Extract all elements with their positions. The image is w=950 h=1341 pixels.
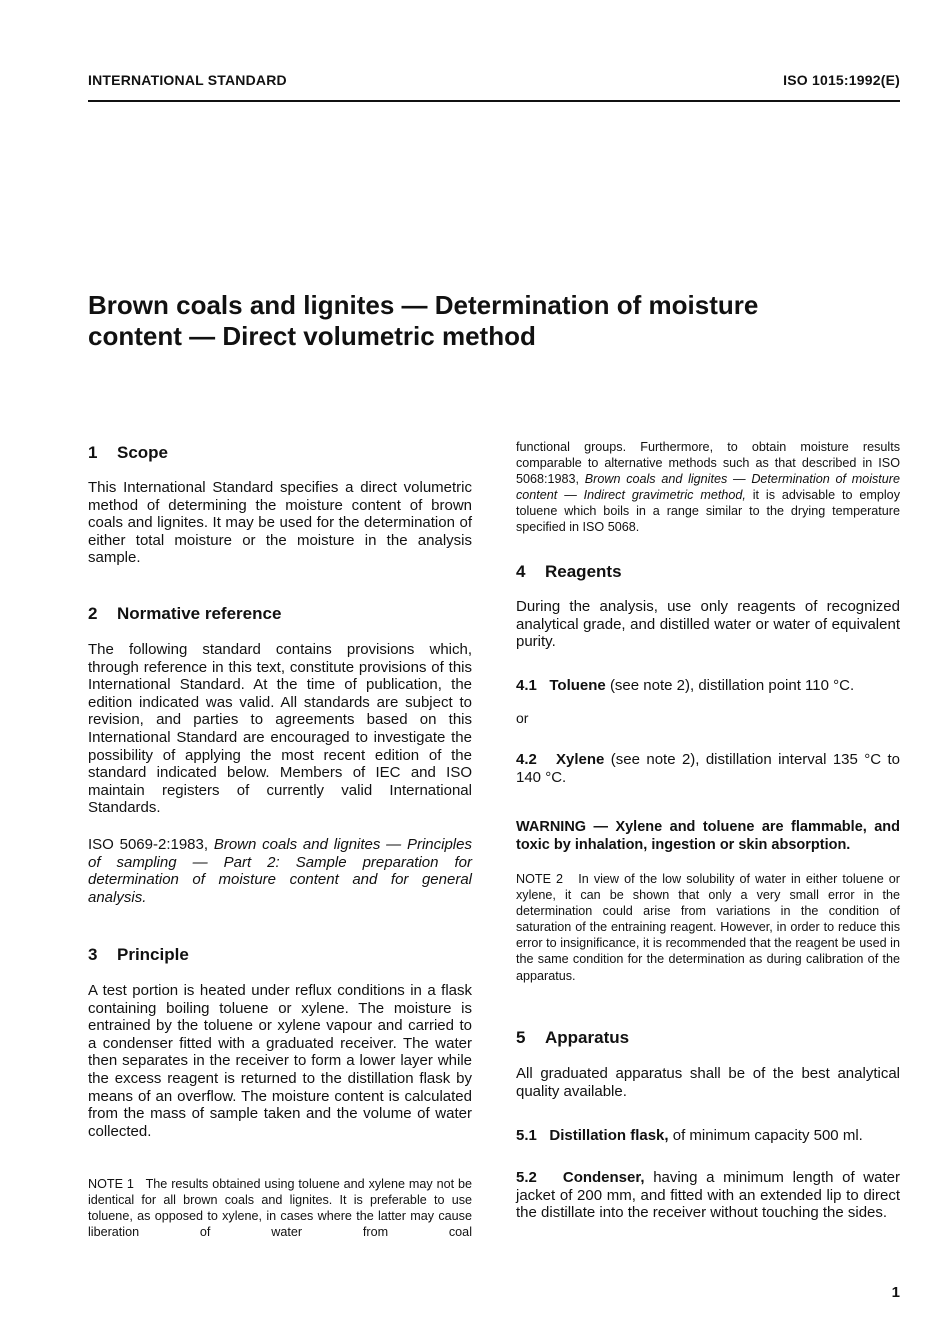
normative-paragraph: The following standard contains provisions which, through reference in this text, constitute provisions of this International Standard. At the time of publication, the edition indicated was valid. All standards are subject to revision, and parties to agreements based on this International Standard are encouraged to investigate the possibility of applying the most recent edition of the standard indicated below. Members of IEC and ISO maintain registers of currently valid International Standards.: [88, 641, 472, 817]
note-label: NOTE 1: [88, 1177, 134, 1191]
section-heading-reagents: [516, 562, 622, 582]
note-text: The results obtained using toluene and xylene may not be identical for all brown coals and lignites. It is preferable to use toluene, as opposed to xylene, in cases where the latter may cause liberation of water from coal: [88, 1177, 472, 1240]
note-text: In view of the low solubility of water in either toluene or xylene, it can be shown that only a very small error in the determination could arise from variations in the condition of saturation of the entraining reagent. However, in order to reduce this error to insignificance, it is recommended that the reagent be used in the same condition for the determination as during calibration of the apparatus.: [516, 872, 900, 983]
reagents-paragraph: During the analysis, use only reagents of recognized analytical grade, and distilled water or water of equivalent purity.: [516, 598, 900, 651]
title-line-2: content — Direct volumetric method: [88, 321, 536, 351]
section-number: 4: [516, 562, 526, 581]
section-number: 3: [88, 945, 98, 964]
section-heading-scope: [88, 443, 168, 463]
section-title: Scope: [117, 443, 169, 462]
warning: WARNING — Xylene and toluene are flammable, and toxic by inhalation, ingestion or skin absorption.: [516, 819, 900, 853]
section-number: 5: [516, 1028, 526, 1047]
note-text: functional groups. Furthermore, to obtain moisture results comparable to alternative methods such as that described in ISO 5068:1983,: [516, 440, 900, 487]
section-heading-apparatus: [516, 1028, 629, 1048]
apparatus-5-1: [516, 1127, 900, 1145]
section-number: 1: [88, 443, 98, 462]
note-1: [88, 1176, 472, 1240]
clause-number: 4.2: [516, 751, 537, 768]
clause-number: 5.2: [516, 1169, 537, 1186]
clause-text: (see note 2), distillation point 110 °C.: [609, 677, 855, 694]
note-label: NOTE 2: [516, 872, 564, 886]
apparatus-5-2: [516, 1169, 900, 1222]
or-text: or: [516, 710, 529, 726]
section-heading-normative: [88, 604, 281, 624]
clause-number: 4.1: [516, 677, 537, 694]
clause-text: of minimum capacity 500 ml.: [672, 1127, 863, 1144]
reference-code: ISO 5069-2:1983,: [88, 836, 209, 853]
section-heading-principle: [88, 945, 189, 965]
section-title: Normative reference: [117, 604, 282, 623]
note-text: it is advisable to employ toluene which boils in a range similar to the drying temperature specified in ISO 5068.: [516, 488, 900, 535]
note-2: [516, 871, 900, 984]
title-line-1: Brown coals and lignites — Determination of moisture: [88, 290, 759, 320]
principle-paragraph: A test portion is heated under reflux conditions in a flask containing boiling toluene or xylene. The moisture is entrained by the toluene or xylene vapour and carried to a condenser fitted with a graduated receiver. The water then separates in the receiver to form a lower layer while the excess reagent is returned to the distillation flask by means of an overflow. The moisture content is calculated from the mass of sample taken and the volume of water collected.: [88, 982, 472, 1140]
normative-reference: [88, 836, 472, 906]
section-title: Apparatus: [545, 1028, 630, 1047]
note-1-continued: [516, 439, 900, 536]
header-right: ISO 1015:1992(E): [783, 72, 900, 88]
reagent-4-1: [516, 677, 900, 695]
clause-name: Xylene: [556, 751, 605, 768]
apparatus-paragraph: All graduated apparatus shall be of the best analytical quality available.: [516, 1065, 900, 1100]
header-left: INTERNATIONAL STANDARD: [88, 72, 287, 88]
section-title: Reagents: [545, 562, 622, 581]
page-number: 1: [891, 1284, 900, 1301]
clause-name: Distillation flask,: [549, 1127, 669, 1144]
section-number: 2: [88, 604, 98, 623]
scope-paragraph: This International Standard specifies a direct volumetric method of determining the moisture content of brown coals and lignites. It may be used for the determination of either total moisture or the moisture in the analysis sample.: [88, 479, 472, 567]
header-rule: [88, 100, 900, 102]
reagent-4-2: [516, 751, 900, 786]
reference-title: Brown coals and lignites — Determination of moisture content — Indirect gravimetric method,: [516, 472, 900, 503]
clause-number: 5.1: [516, 1127, 537, 1144]
clause-text: (see note 2), distillation interval 135 °C to 140 °C.: [516, 751, 900, 786]
clause-text: having a minimum length of water jacket of 200 mm, and fitted with an extended lip to direct the distillate into the receiver without touching the sides.: [516, 1169, 900, 1222]
reference-title: Brown coals and lignites — Principles of sampling — Part 2: Sample preparation for determination of moisture content and for general analysis.: [88, 836, 472, 906]
document-title: [88, 290, 888, 352]
clause-name: Condenser,: [562, 1169, 645, 1186]
clause-name: Toluene: [549, 677, 606, 694]
section-title: Principle: [117, 945, 189, 964]
